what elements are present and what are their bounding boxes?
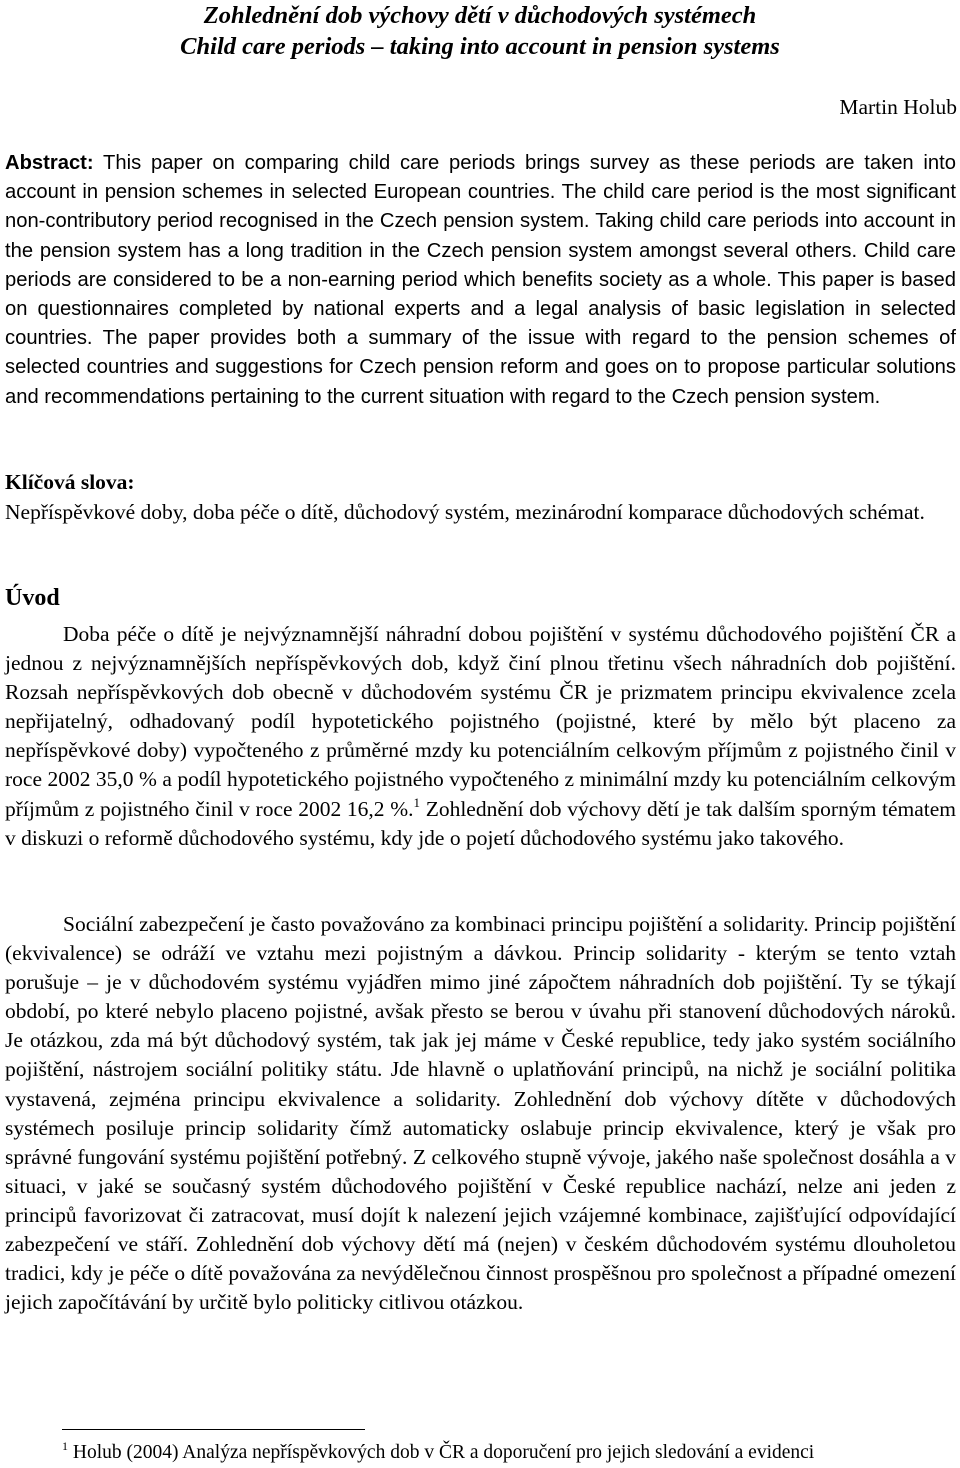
intro-paragraph-2: Sociální zabezpečení je často považováno za kombinaci principu pojištění a solidarity. Princip pojištění (ekvivalence) se odráží ve vztahu mezi pojistným a dávkou. Princip solidarity - kterým se tento vztah porušuje – je v důchodovém systému vyjádřen mimo jiné zápočtem náhradních dob pojištění. Ty se týkají období, po které nebylo placeno pojistné, avšak přesto se berou v úvahu při stanovení důchodových nároků. Je otázkou, zda má být důchodový systém, tak jak jej máme v České republice, tedy jako systém sociálního pojištění, nástrojem sociální politiky státu. Jde hlavně o uplatňování principů, na nichž je sociální politika vystavená, zejména principu ekvivalence a solidarity. Zohlednění dob výchovy dítěte v důchodových systémech posiluje princip solidarity čímž automaticky oslabuje princip ekvivalence, který je však pro správné fungování systému pojištění potřebný. Z celkového stupně vývoje, jakého naše společnost dosáhla a v situaci, v jaké se současný systém důchodového pojištění v České republice nachází, nelze ani jeden z principů favorizovat či zatracovat, musí dojít k nalezení jejich vzájemné kombinace, zajišťující odpovídající zabezpečení ve stáří. Zohlednění dob výchovy dětí má (nejen) v českém důchodovém systému dlouholetou tradici, kdy je péče o dítě považována za nevýdělečnou činnost prospěšnou pro společnost a případné omezení jejich započítávání by určitě bylo politicky citlivou otázkou. bbox=[5, 912, 956, 1315]
intro-paragraph-1-continuation: Zohlednění dob výchovy dětí je tak dalším sporným tématem v diskuzi o reformě důchodového systému, kdy jde o pojetí důchodového systému jako takového. bbox=[5, 796, 956, 850]
abstract-label: Abstract: bbox=[5, 152, 94, 174]
footnote-reference[interactable]: 1 bbox=[413, 794, 421, 810]
title-czech: Zohlednění dob výchovy dětí v důchodových systémech bbox=[203, 2, 757, 29]
keywords-text: Nepříspěvkové doby, doba péče o dítě, důchodový systém, mezinárodní komparace důchodových schémat. bbox=[5, 500, 925, 524]
abstract bbox=[5, 149, 956, 412]
keywords-heading: Klíčová slova: bbox=[5, 470, 135, 494]
footnote-text: Holub (2004) Analýza nepříspěvkových dob v ČR a doporučení pro jejich sledování a evidenci bbox=[68, 1442, 815, 1463]
footnote bbox=[62, 1440, 952, 1466]
intro-paragraph-1 bbox=[5, 620, 956, 853]
intro-paragraph-1-text: Doba péče o dítě je nejvýznamnější náhradní dobou pojištění v systému důchodového pojištění ČR a jednou z nejvýznamnějších nepříspěvkových dob, když činí plnou třetinu všech náhradních dob pojištění. Rozsah nepříspěvkových dob obecně v důchodovém systému ČR je prizmatem principu ekvivalence zcela nepřijatelný, odhadovaný podíl hypotetického pojistného (pojistné, které by mělo být placeno za nepříspěvkové doby) vypočteného z průměrné mzdy ku potenciálním celkovým příjmům z pojistného činil v roce 2002 35,0 % a podíl hypotetického pojistného vypočteného z minimální mzdy ku potenciálním celkovým příjmům z pojistného činil v roce 2002 16,2 %. bbox=[5, 622, 956, 821]
footnote-divider bbox=[62, 1429, 365, 1430]
section-heading-uvod: Úvod bbox=[5, 585, 60, 611]
footnote-number: 1 bbox=[62, 1439, 68, 1453]
author-name: Martin Holub bbox=[839, 95, 957, 119]
title-english: Child care periods – taking into account in pension systems bbox=[180, 33, 780, 60]
abstract-text: This paper on comparing child care periods brings survey as these periods are taken into account in pension schemes in selected European countries. The child care period is the most significant non-contributory period recognised in the Czech pension system. Taking child care periods into account in the pension system has a long tradition in the Czech pension system amongst several others. Child care periods are considered to be a non-earning period which benefits society as a whole. This paper is based on questionnaires completed by national experts and a legal analysis of basic legislation in selected countries. The paper provides both a summary of the issue with regard to the pension schemes of selected countries and suggestions for Czech pension reform and goes on to propose particular solutions and recommendations pertaining to the current situation with regard to the Czech pension system. bbox=[5, 152, 956, 408]
